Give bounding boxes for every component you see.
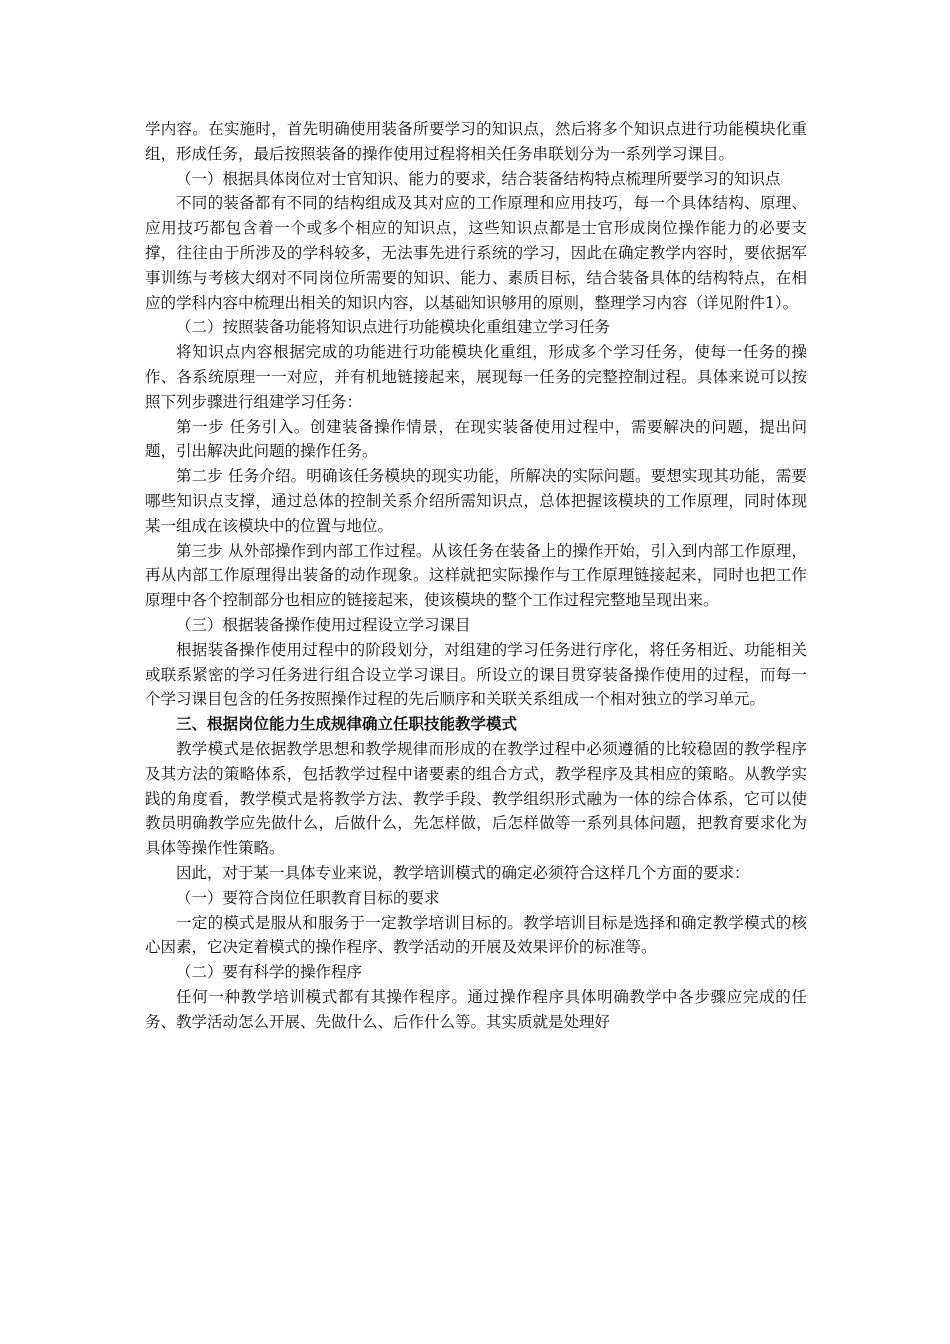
section-heading-3: 三、根据岗位能力生成规律确立任职技能教学模式 [176,715,518,734]
step-3-paragraph: 第三步 从外部操作到内部工作过程。从该任务在装备上的操作开始，引入到内部工作原理，再从内部工作原理得出装备的动作现象。这样就把实际操作与工作原理链接起来，同时也把工作原理中各个控制部分也相应的链接起来，使该模块的整个工作过程完整地呈现出来。 [145,541,807,610]
paragraph: 因此，对于某一具体专业来说，教学培训模式的确定必须符合这样几个方面的要求： [176,863,750,882]
paragraph: 根据装备操作使用过程中的阶段划分，对组建的学习任务进行序化，将任务相近、功能相关或联系紧密的学习任务进行组合设立学习课目。所设立的课目贯穿装备操作使用的过程，而每一个学习课目包含的任务按照操作过程的先后顺序和关联关系组成一个相对独立的学习单元。 [145,640,807,709]
paragraph-continuation: 学内容。在实施时，首先明确使用装备所要学习的知识点，然后将多个知识点进行功能模块化重组，形成任务，最后按照装备的操作使用过程将相关任务串联划分为一系列学习课目。 [145,120,807,163]
document-page [145,117,807,1034]
paragraph: 任何一种教学培训模式都有其操作程序。通过操作程序具体明确教学中各步骤应完成的任务、教学活动怎么开展、先做什么、后作什么等。其实质就是处理好 [145,987,807,1031]
subheading-1: （一）根据具体岗位对士官知识、能力的要求，结合装备结构特点梳理所要学习的知识点 [176,169,781,188]
subheading-requirement-1: （一）要符合岗位任职教育目标的要求 [176,888,440,907]
paragraph: 教学模式是依据教学思想和教学规律而形成的在教学过程中必须遵循的比较稳固的教学程序及其方法的策略体系，包括教学过程中诸要素的组合方式，教学程序及其相应的策略。从教学实践的角度看，教学模式是将教学方法、教学手段、教学组织形式融为一体的综合体系，它可以使教员明确教学应先做什么，后做什么，先怎样做，后怎样做等一系列具体问题，把教育要求化为具体等操作性策略。 [145,739,807,858]
step-2-paragraph: 第二步 任务介绍。明确该任务模块的现实功能，所解决的实际问题。要想实现其功能，需要哪些知识点支撑，通过总体的控制关系介绍所需知识点，总体把握该模块的工作原理，同时体现某一组成在该模块中的位置与地位。 [145,467,807,535]
paragraph: 将知识点内容根据完成的功能进行功能模块化重组，形成多个学习任务，使每一任务的操作、各系统原理一一对应，并有机地链接起来，展现每一任务的完整控制过程。具体来说可以按照下列步骤进行组建学习任务： [145,343,807,411]
step-1-paragraph: 第一步 任务引入。创建装备操作情景，在现实装备使用过程中，需要解决的问题，提出问题，引出解决此问题的操作任务。 [145,417,807,461]
subheading-requirement-2: （二）要有科学的操作程序 [176,963,363,982]
subheading-3: （三）根据装备操作使用过程设立学习课目 [176,615,471,634]
paragraph: 一定的模式是服从和服务于一定教学培训目标的。教学培训目标是选择和确定教学模式的核心因素，它决定着模式的操作程序、教学活动的开展及效果评价的标准等。 [145,913,807,957]
subheading-2: （二）按照装备功能将知识点进行功能模块化重组建立学习任务 [176,318,611,337]
paragraph: 不同的装备都有不同的结构组成及其对应的工作原理和应用技巧，每一个具体结构、原理、应用技巧都包含着一个或多个相应的知识点，这些知识点都是士官形成岗位操作能力的必要支撑，往往由于所涉及的学科较多，无法事先进行系统的学习，因此在确定教学内容时，要依据军事训练与考核大纲对不同岗位所需要的知识、能力、素质目标，结合装备具体的结构特点，在相应的学科内容中梳理出相关的知识内容，以基础知识够用的原则，整理学习内容（详见附件1）。 [145,194,807,312]
